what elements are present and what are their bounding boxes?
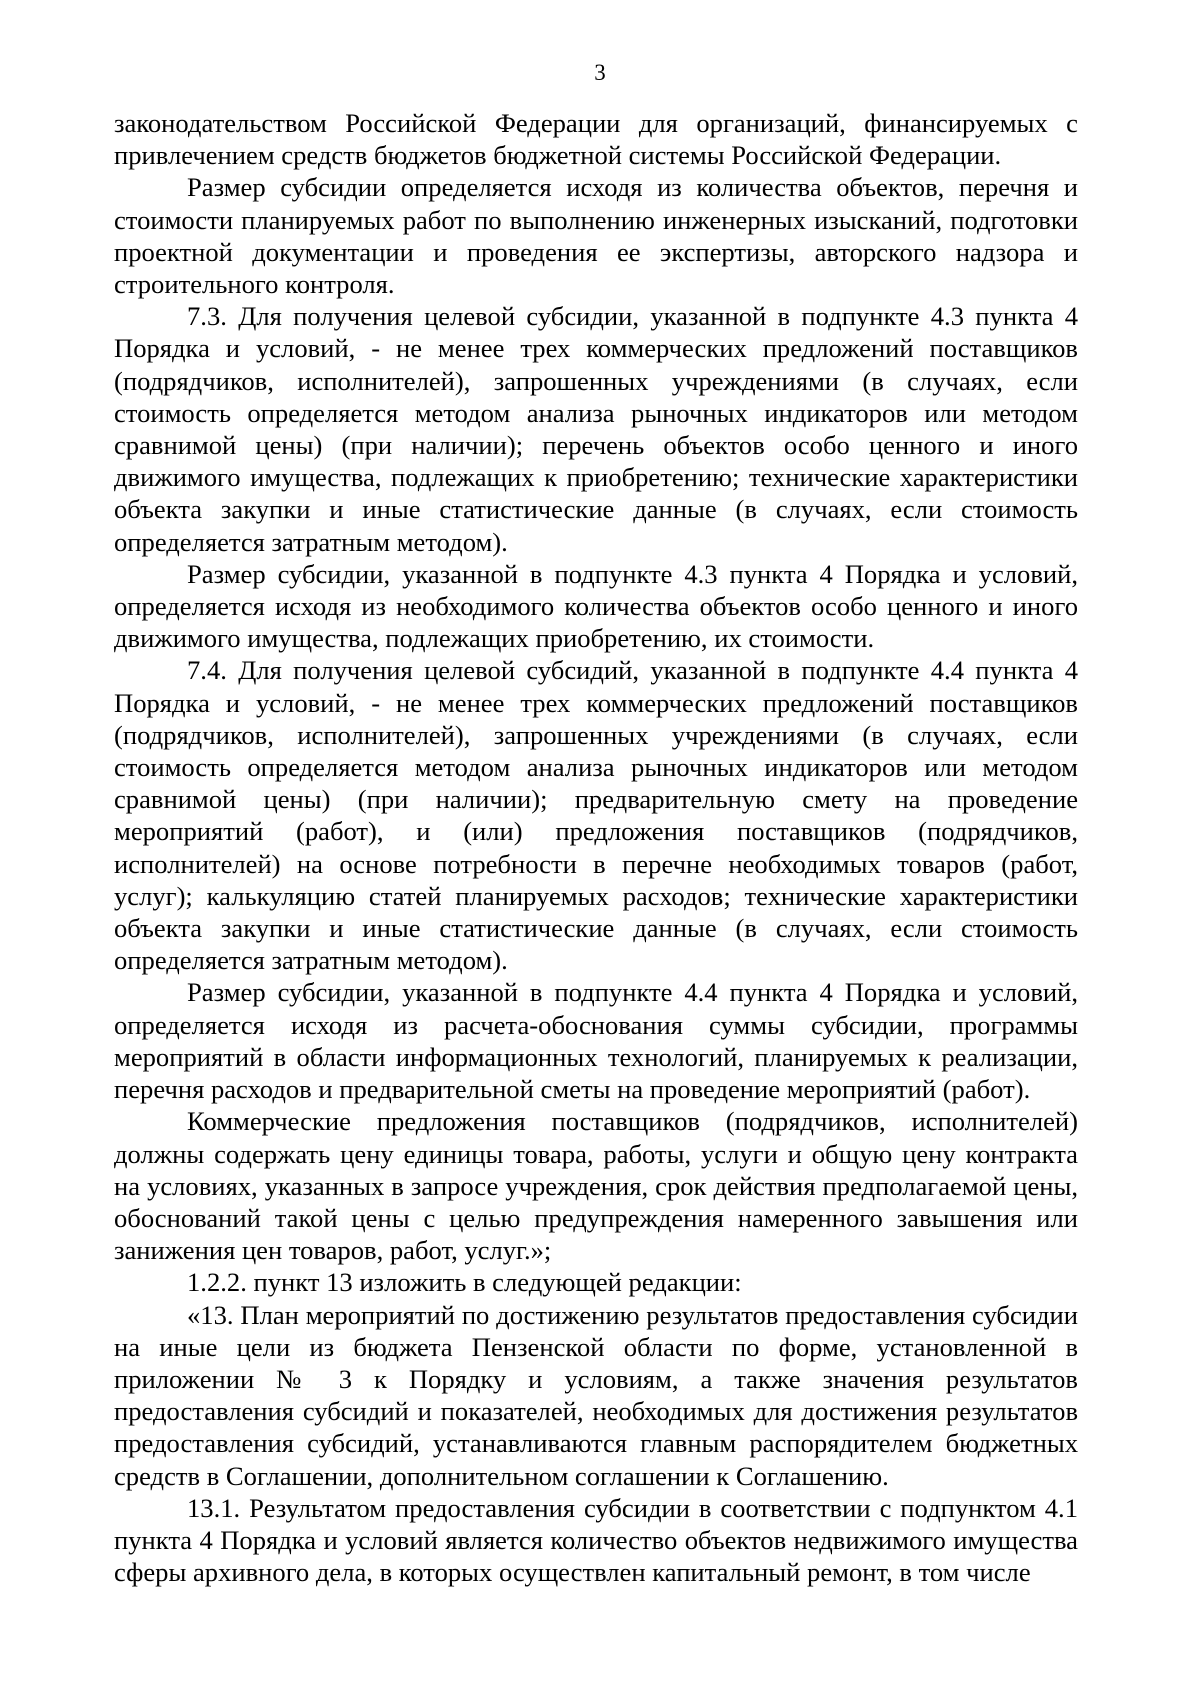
paragraph-subsidy-size-4-3: Размер субсидии, указанной в подпункте 4.3 пункта 4 Порядка и условий, определяется исходя из необходимого количества объектов особо ценного и иного движимого имущества, подлежащих приобретению, их стоимости. — [114, 558, 1078, 654]
paragraph-13: «13. План мероприятий по достижению результатов предоставления субсидии на иные цели из бюджета Пензенской области по форме, установленной в приложении № 3 к Порядку и условиям, а также значения результатов предоставления субсидий и показателей, необходимых для достижения результатов предоставления субсидий, устанавливаются главным распорядителем бюджетных средств в Соглашении, дополнительном соглашении к Соглашению. — [114, 1299, 1078, 1491]
paragraph-commercial-offers: Коммерческие предложения поставщиков (подрядчиков, исполнителей) должны содержать цену единицы товара, работы, услуги и общую цену контракта на условиях, указанных в запросе учреждения, срок действия предполагаемой цены, обоснований такой цены с целью предупреждения намеренного завышения или занижения цен товаров, работ, услуг.»; — [114, 1106, 1078, 1266]
paragraph-7-4: 7.4. Для получения целевой субсидий, указанной в подпункте 4.4 пункта 4 Порядка и условий, - не менее трех коммерческих предложений поставщиков (подрядчиков, исполнителей), запрошенных учреждениями (в случаях, если стоимость определяется методом анализа рыночных индикаторов или методом сравнимой цены) (при наличии); предварительную смету на проведение мероприятий (работ), и (или) предложения поставщиков (подрядчиков, исполнителей) на основе потребности в перечне необходимых товаров (работ, услуг); калькуляцию статей планируемых расходов; технические характеристики объекта закупки и иные статистические данные (в случаях, если стоимость определяется затратным методом). — [114, 655, 1078, 976]
document-body — [114, 107, 1078, 1588]
paragraph-subsidy-size-4-4: Размер субсидии, указанной в подпункте 4.4 пункта 4 Порядка и условий, определяется исходя из расчета-обоснования суммы субсидии, программы мероприятий в области информационных технологий, планируемых к реализации, перечня расходов и предварительной сметы на проведение мероприятий (работ). — [114, 977, 1078, 1105]
paragraph-13-1: 13.1. Результатом предоставления субсидии в соответствии с подпунктом 4.1 пункта 4 Порядка и условий является количество объектов недвижимого имущества сферы архивного дела, в которых осуществлен капитальный ремонт, в том числе — [114, 1492, 1078, 1588]
paragraph-1-2-2: 1.2.2. пункт 13 изложить в следующей редакции: — [187, 1267, 742, 1298]
paragraph-subsidy-size-design: Размер субсидии определяется исходя из количества объектов, перечня и стоимости планируемых работ по выполнению инженерных изысканий, подготовки проектной документации и проведения ее экспертизы, авторского надзора и строительного контроля. — [114, 172, 1078, 300]
paragraph-7-3: 7.3. Для получения целевой субсидии, указанной в подпункте 4.3 пункта 4 Порядка и условий, - не менее трех коммерческих предложений поставщиков (подрядчиков, исполнителей), запрошенных учреждениями (в случаях, если стоимость определяется методом анализа рыночных индикаторов или методом сравнимой цены) (при наличии); перечень объектов особо ценного и иного движимого имущества, подлежащих к приобретению; технические характеристики объекта закупки и иные статистические данные (в случаях, если стоимость определяется затратным методом). — [114, 301, 1078, 557]
paragraph-continuation: законодательством Российской Федерации для организаций, финансируемых с привлечением средств бюджетов бюджетной системы Российской Федерации. — [114, 108, 1078, 171]
page-number: 3 — [594, 60, 606, 85]
